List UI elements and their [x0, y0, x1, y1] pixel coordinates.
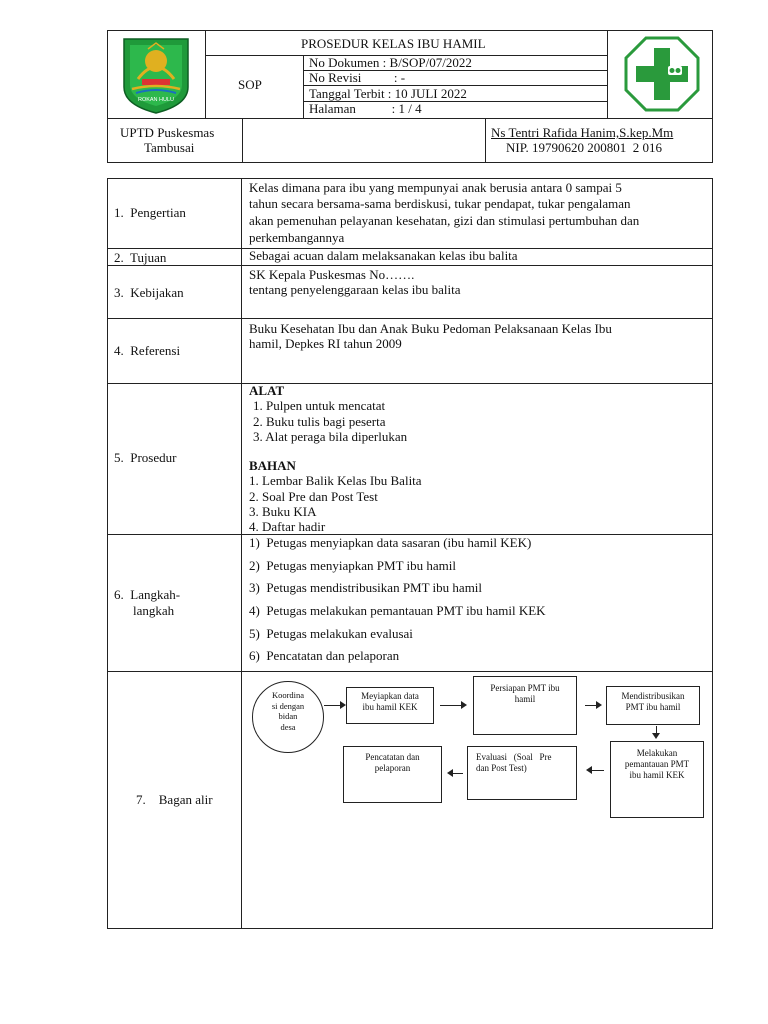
bahan-item: 3. Buku KIA: [249, 504, 317, 519]
puskesmas-cross-logo: [624, 36, 700, 112]
svg-text:ROKAN HULU: ROKAN HULU: [137, 97, 175, 103]
signer-name: Ns Tentri Rafida Hanim,S.kep.Mm: [491, 125, 674, 140]
alat-item: 2. Buku tulis bagi peserta: [253, 414, 386, 429]
prosedur-label: 5. Prosedur: [114, 450, 177, 465]
langkah-step: 6) Pencatatan dan pelaporan: [249, 648, 400, 663]
kebijakan-label: 3. Kebijakan: [114, 285, 184, 300]
document-title: PROSEDUR KELAS IBU HAMIL: [301, 36, 486, 51]
sop-label: SOP: [238, 77, 262, 92]
tujuan-text: Sebagai acuan dalam melaksanakan kelas ibu balita: [249, 248, 518, 263]
bahan-item: 2. Soal Pre dan Post Test: [249, 489, 378, 504]
flow-node-persiapan-pmt: Persiapan PMT ibu hamil: [473, 676, 577, 735]
langkah-step: 4) Petugas melakukan pemantauan PMT ibu hamil KEK: [249, 603, 546, 618]
pengertian-line: perkembangannya: [249, 230, 345, 245]
alat-item: 1. Pulpen untuk mencatat: [253, 398, 386, 413]
pengertian-line: akan pemenuhan pelayanan kesehatan, gizi dan stimulasi pertumbuhan dan: [249, 213, 640, 228]
langkah-step: 2) Petugas menyiapkan PMT ibu hamil: [249, 558, 457, 573]
referensi-label: 4. Referensi: [114, 343, 181, 358]
tanggal-terbit: Tanggal Terbit : 10 JULI 2022: [309, 86, 467, 101]
langkah-step: 1) Petugas menyiapkan data sasaran (ibu hamil KEK): [249, 535, 532, 550]
referensi-line2: hamil, Depkes RI tahun 2009: [249, 336, 402, 351]
signer-nip: NIP. 19790620 200801 2 016: [506, 140, 663, 155]
bagan-alir-label: 7. Bagan alir: [136, 792, 213, 807]
flow-node-evaluasi: Evaluasi (Soal Pre dan Post Test): [467, 746, 577, 800]
langkah-step: 5) Petugas melakukan evalusai: [249, 626, 413, 641]
referensi-line1: Buku Kesehatan Ibu dan Anak Buku Pedoman Pelaksanaan Kelas Ibu: [249, 321, 612, 336]
langkah-label-line1: 6. Langkah-: [114, 587, 181, 602]
kebijakan-line1: SK Kepala Puskesmas No…….: [249, 267, 415, 282]
pengertian-label: 1. Pengertian: [114, 205, 186, 220]
org-name-line1: UPTD Puskesmas: [120, 125, 215, 140]
no-dokumen: No Dokumen : B/SOP/07/2022: [309, 55, 472, 70]
bahan-heading: BAHAN: [249, 458, 296, 473]
langkah-label-line2: langkah: [133, 603, 175, 618]
halaman: Halaman : 1 / 4: [309, 101, 422, 116]
bahan-item: 4. Daftar hadir: [249, 519, 326, 534]
regional-emblem-logo: [118, 35, 194, 115]
pengertian-line: tahun secara bersama-sama berdiskusi, tukar pendapat, tukar pengalaman: [249, 196, 631, 211]
org-name-line2: Tambusai: [144, 140, 195, 155]
alat-item: 3. Alat peraga bila diperlukan: [253, 429, 408, 444]
pengertian-line: Kelas dimana para ibu yang mempunyai anak berusia antara 0 sampai 5: [249, 180, 622, 195]
langkah-step: 3) Petugas mendistribusikan PMT ibu hamil: [249, 580, 483, 595]
flow-node-pencatatan: Pencatatan dan pelaporan: [343, 746, 442, 803]
flow-node-melakukan-pemantauan: Melakukan pemantauan PMT ibu hamil KEK: [610, 741, 704, 818]
alat-heading: ALAT: [249, 383, 285, 398]
flow-node-menyiapkan-data: Meyiapkan data ibu hamil KEK: [346, 687, 434, 724]
no-revisi: No Revisi : -: [309, 70, 406, 85]
flow-node-koordinasi: Koordina si dengan bidan desa: [252, 681, 324, 753]
kebijakan-line2: tentang penyelenggaraan kelas ibu balita: [249, 282, 461, 297]
flow-node-mendistribusikan: Mendistribusikan PMT ibu hamil: [606, 686, 700, 725]
bahan-item: 1. Lembar Balik Kelas Ibu Balita: [249, 473, 422, 488]
tujuan-label: 2. Tujuan: [114, 250, 167, 265]
